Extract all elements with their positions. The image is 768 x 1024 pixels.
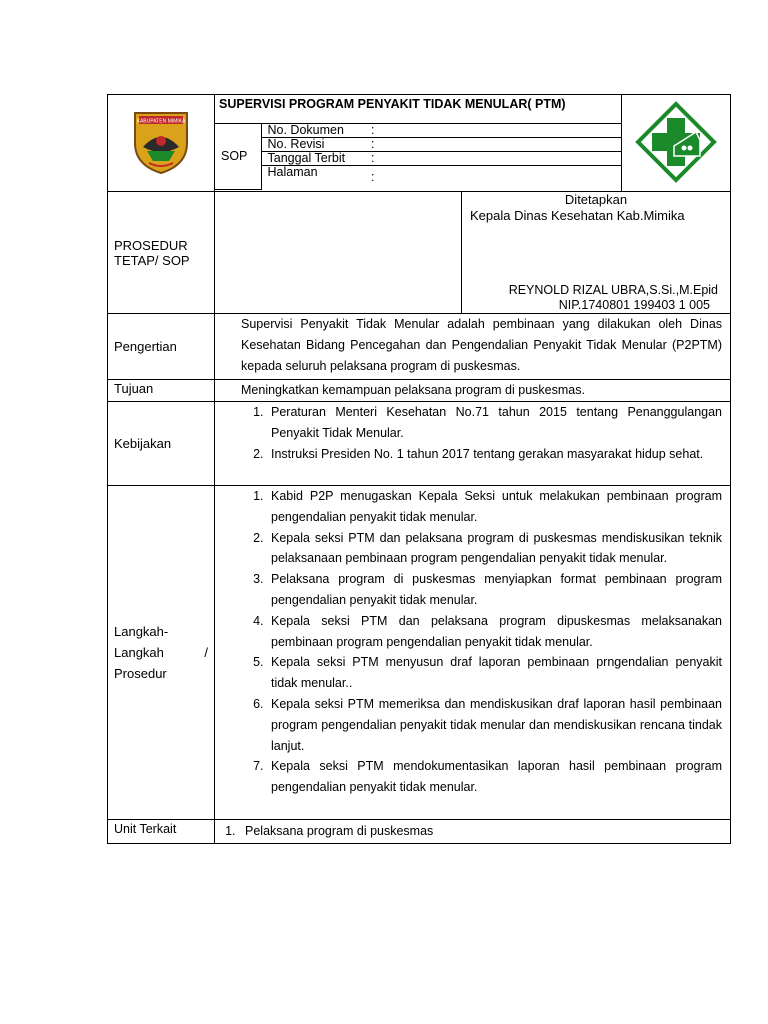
list-item: 1. Kabid P2P menugaskan Kepala Seksi untuk melakukan pembinaan program pengendalian penyakit tidak menular. [267,486,722,528]
langkah-content [215,486,731,820]
langkah-label-line3: Prosedur [114,666,167,681]
health-logo-cell [622,95,731,192]
approval-cell [462,192,731,314]
list-item: 3. Pelaksana program di puskesmas menyiapkan format pembinaan program pengendalian penyakit tidak menular. [267,569,722,611]
field-value-no-dokumen: : [371,124,621,138]
kebijakan-list [241,402,722,464]
langkah-label [108,486,215,820]
prosedur-label-line1: PROSEDUR [114,237,188,253]
tujuan-text: Meningkatkan kemampuan pelaksana program di puskesmas. [215,380,731,402]
sop-label: SOP [215,124,261,189]
field-value-no-revisi: : [371,138,621,152]
tujuan-label: Tujuan [108,380,215,402]
list-item: 7. Kepala seksi PTM mendokumentasikan laporan hasil pembinaan program pengendalian penyakit tidak menular. [267,756,722,798]
field-value-tanggal-terbit: : [371,152,621,166]
kebijakan-content [215,402,731,486]
field-label-no-revisi: No. Revisi [261,138,371,152]
list-item: 1. Pelaksana program di puskesmas [239,821,726,842]
regency-logo-cell [108,95,215,192]
unit-terkait-label: Unit Terkait [108,820,215,844]
langkah-label-line2: Langkah [114,645,164,660]
list-item: 5. Kepala seksi PTM menyusun draf laporan pembinaan prngendalian penyakit tidak menular.. [267,652,722,694]
field-label-no-dokumen: No. Dokumen [261,124,371,138]
unit-terkait-content [215,820,731,844]
list-item: 6. Kepala seksi PTM memeriksa dan mendiskusikan draf laporan hasil pembinaan program pengendalian penyakit tidak menular dan mendiskusikan rencana tindak lanjut. [267,694,722,756]
sop-document [107,94,730,844]
kepala-dinas-label: Kepala Dinas Kesehatan Kab.Mimika [470,208,685,223]
emblem-banner-text: KABUPATEN MIMIKA [136,118,186,124]
signatory-name: REYNOLD RIZAL UBRA,S.Si.,M.Epid [508,283,719,297]
list-item: 2. Instruksi Presiden No. 1 tahun 2017 tentang gerakan masyarakat hidup sehat. [267,444,722,465]
document-title: SUPERVISI PROGRAM PENYAKIT TIDAK MENULAR( PTM) [215,95,622,124]
prosedur-label-line2: TETAP/ SOP [114,252,190,268]
langkah-label-slash: / [204,645,208,660]
kebijakan-label: Kebijakan [108,402,215,486]
langkah-label-line1: Langkah- [114,624,169,639]
list-item: 1. Peraturan Menteri Kesehatan No.71 tahun 2015 tentang Penanggulangan Penyakit Tidak Menular. [267,402,722,444]
field-value-halaman: : [371,170,375,184]
document-meta [215,124,622,192]
signatory-nip: NIP.1740801 199403 1 005 [558,298,711,312]
prosedur-tetap-label [108,192,215,314]
langkah-list [241,486,722,798]
unit-terkait-list [219,821,726,842]
regency-emblem-icon [129,107,193,177]
pengertian-text: Supervisi Penyakit Tidak Menular adalah pembinaan yang dilakukan oleh Dinas Kesehatan Bidang Pencegahan dan Pengendalian Penyakit Tidak Menular (P2PTM) kepada seluruh pelaksana program di puskesmas. [215,314,731,380]
approval-empty-cell [215,192,462,314]
field-label-tanggal-terbit: Tanggal Terbit [261,152,371,166]
ditetapkan-label: Ditetapkan [564,192,628,207]
sop-table [107,94,731,844]
list-item: 4. Kepala seksi PTM dan pelaksana program dipuskesmas melaksanakan pembinaan program pengendalian penyakit tidak menular. [267,611,722,653]
pengertian-label: Pengertian [108,314,215,380]
health-cross-icon [634,100,718,184]
field-label-halaman: Halaman [267,165,318,179]
list-item: 2. Kepala seksi PTM dan pelaksana program di puskesmas mendiskusikan teknik pelaksanaan pembinaan program pengendalian penyakit tidak menular. [267,528,722,570]
